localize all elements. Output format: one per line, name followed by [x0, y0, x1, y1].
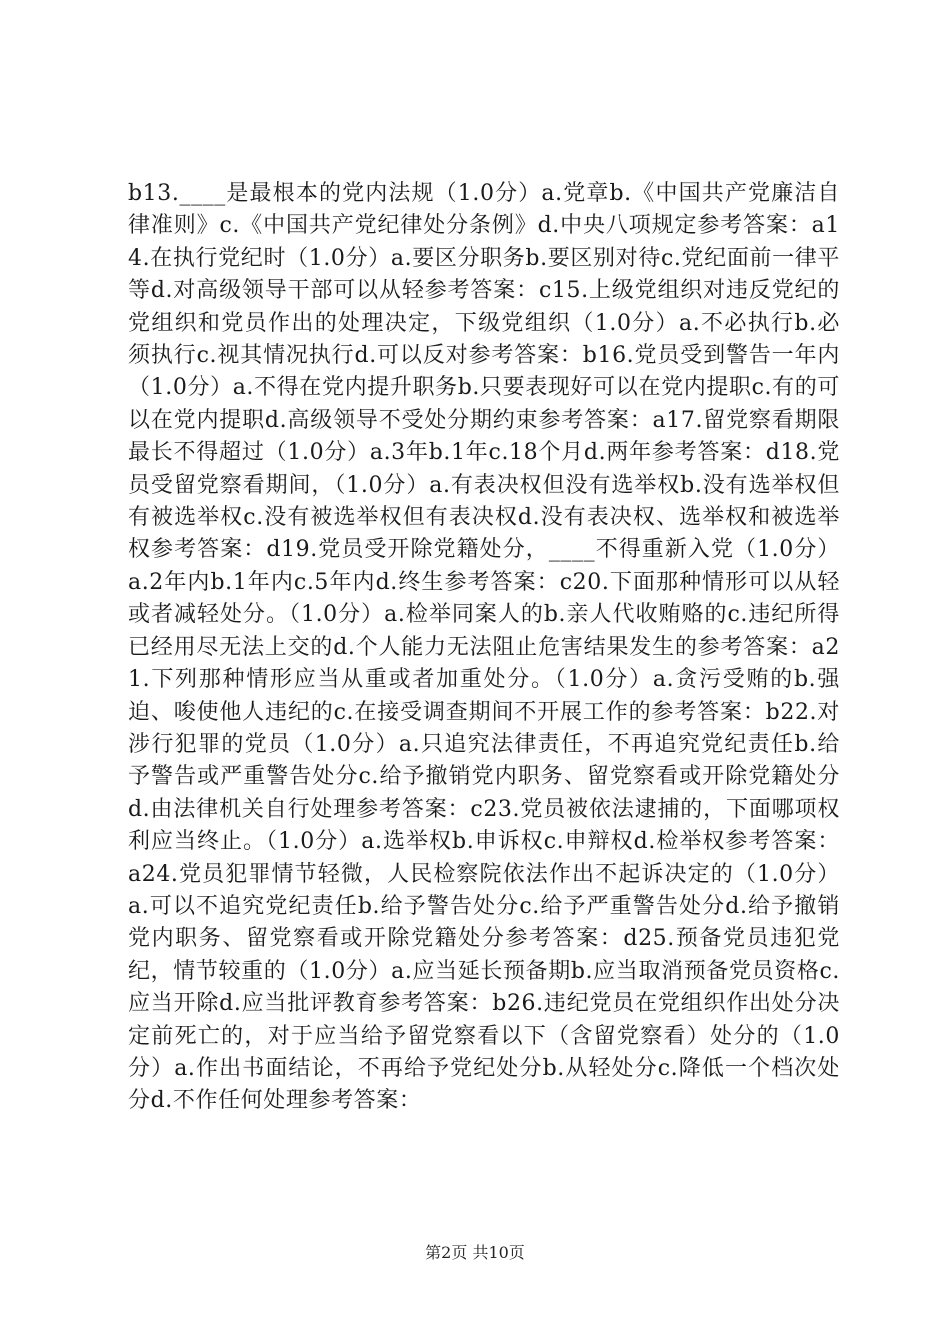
question-text-block: b13.____是最根本的党内法规（1.0分）a.党章b.《中国共产党廉洁自律准则》c.《中国共产党纪律处分条例》d.中央八项规定参考答案：a14.在执行党纪时（1.0分）a.要区分职务b.要区别对待c.党纪面前一律平等d.对高级领导干部可以从轻参考答案：c15.上级党组织对违反党纪的党组织和党员作出的处理决定，下级党组织（1.0分）a.不必执行b.必须执行c.视其情况执行d.可以反对参考答案：b16.党员受到警告一年内（1.0分）a.不得在党内提升职务b.只要表现好可以在党内提职c.有的可以在党内提职d.高级领导不受处分期约束参考答案：a17.留党察看期限最长不得超过（1.0分）a.3年b.1年c.18个月d.两年参考答案：d18.党员受留党察看期间，（1.0分）a.有表决权但没有选举权b.没有选举权但有被选举权c.没有被选举权但有表决权d.没有表决权、选举权和被选举权参考答案：d19.党员受开除党籍处分，____不得重新入党（1.0分）a.2年内b.1年内c.5年内d.终生参考答案：c20.下面那种情形可以从轻或者减轻处分。（1.0分）a.检举同案人的b.亲人代收贿赂的c.违纪所得已经用尽无法上交的d.个人能力无法阻止危害结果发生的参考答案：a21.下列那种情形应当从重或者加重处分。（1.0分）a.贪污受贿的b.强迫、唆使他人违纪的c.在接受调查期间不开展工作的参考答案：b22.对涉行犯罪的党员（1.0分）a.只追究法律责任，不再追究党纪责任b.给予警告或严重警告处分c.给予撤销党内职务、留党察看或开除党籍处分d.由法律机关自行处理参考答案：c23.党员被依法逮捕的，下面哪项权利应当终止。（1.0分）a.选举权b.申诉权c.申辩权d.检举权参考答案：a24.党员犯罪情节轻微，人民检察院依法作出不起诉决定的（1.0分）a.可以不追究党纪责任b.给予警告处分c.给予严重警告处分d.给予撤销党内职务、留党察看或开除党籍处分参考答案：d25.预备党员违犯党纪，情节较重的（1.0分）a.应当延长预备期b.应当取消预备党员资格c.应当开除d.应当批评教育参考答案：b26.违纪党员在党组织作出处分决定前死亡的，对于应当给予留党察看以下（含留党察看）处分的（1.0分）a.作出书面结论，不再给予党纪处分b.从轻处分c.降低一个档次处分d.不作任何处理参考答案： — [128, 181, 840, 1114]
page-number-footer: 第2页 共10页 — [425, 1243, 525, 1262]
